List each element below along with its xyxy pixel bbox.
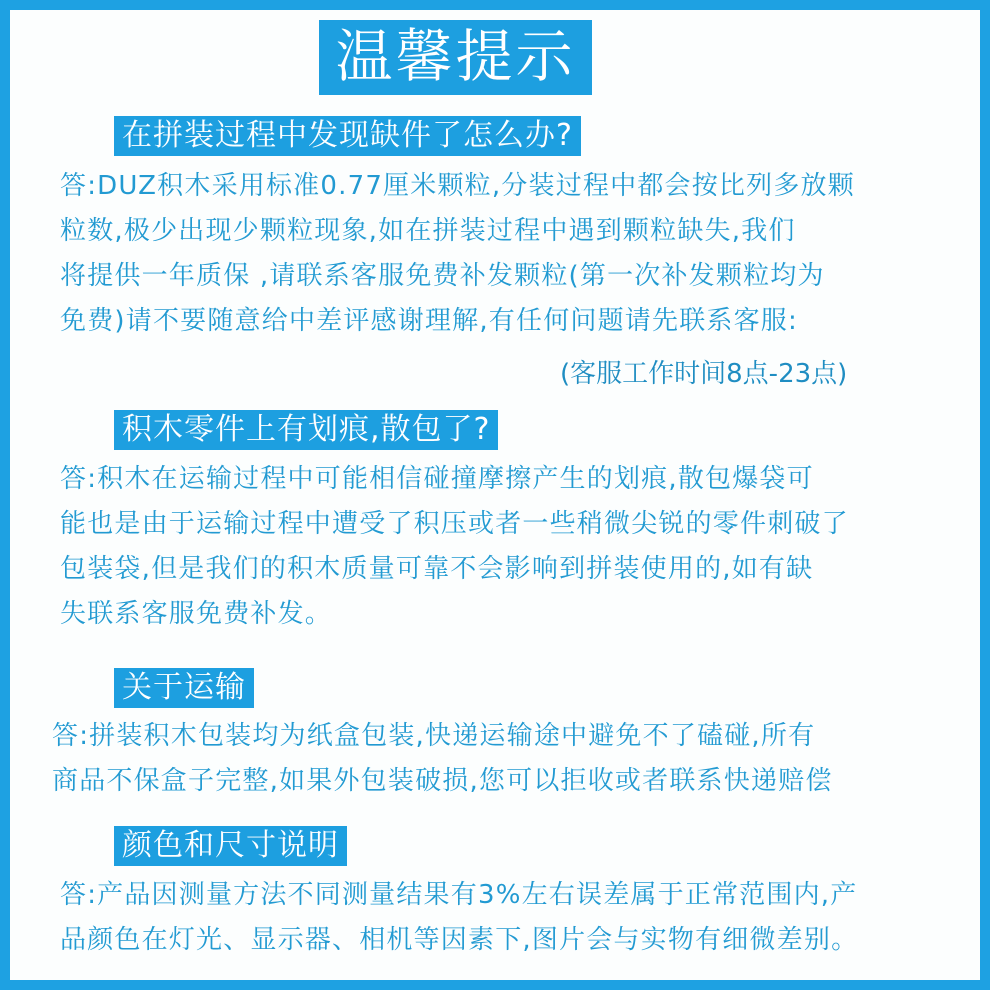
answer-line: 答:产品因测量方法不同测量结果有3%左右误差属于正常范围内,产: [60, 880, 858, 910]
answer-line: 失联系客服免费补发。: [60, 599, 333, 629]
service-hours: (客服工作时间8点-23点): [560, 359, 848, 389]
answer-scratches: [60, 457, 849, 637]
answer-line: 答:积木在运输过程中可能相信碰撞摩擦产生的划痕,散包爆袋可: [60, 464, 814, 494]
answer-color-size: [60, 873, 858, 963]
answer-line: 商品不保盒子完整,如果外包装破损,您可以拒收或者联系快递赔偿: [52, 766, 833, 796]
answer-line: 包装袋,但是我们的积木质量可靠不会影响到拼装使用的,如有缺: [60, 554, 814, 584]
answer-line: 品颜色在灯光、显示器、相机等因素下,图片会与实物有细微差别。: [60, 925, 859, 955]
answer-shipping: [52, 714, 833, 804]
page-title: 温馨提示: [319, 20, 592, 95]
question-shipping: 关于运输: [114, 668, 254, 708]
question-color-size: 颜色和尺寸说明: [114, 826, 347, 866]
answer-line: 答:DUZ积木采用标准0.77厘米颗粒,分装过程中都会按比列多放颗: [60, 171, 855, 201]
question-scratches: 积木零件上有划痕,散包了?: [114, 410, 498, 450]
answer-missing-parts: [60, 164, 855, 344]
answer-line: 能也是由于运输过程中遭受了积压或者一些稍微尖锐的零件刺破了: [60, 509, 849, 539]
answer-line: 答:拼装积木包装均为纸盒包装,快递运输途中避免不了磕碰,所有: [52, 721, 816, 751]
question-missing-parts: 在拼装过程中发现缺件了怎么办?: [114, 116, 581, 156]
answer-line: 免费)请不要随意给中差评感谢理解,有任何问题请先联系客服:: [60, 306, 798, 336]
answer-line: 粒数,极少出现少颗粒现象,如在拼装过程中遇到颗粒缺失,我们: [60, 216, 796, 246]
answer-line: 将提供一年质保 ,请联系客服免费补发颗粒(第一次补发颗粒均为: [60, 261, 825, 291]
